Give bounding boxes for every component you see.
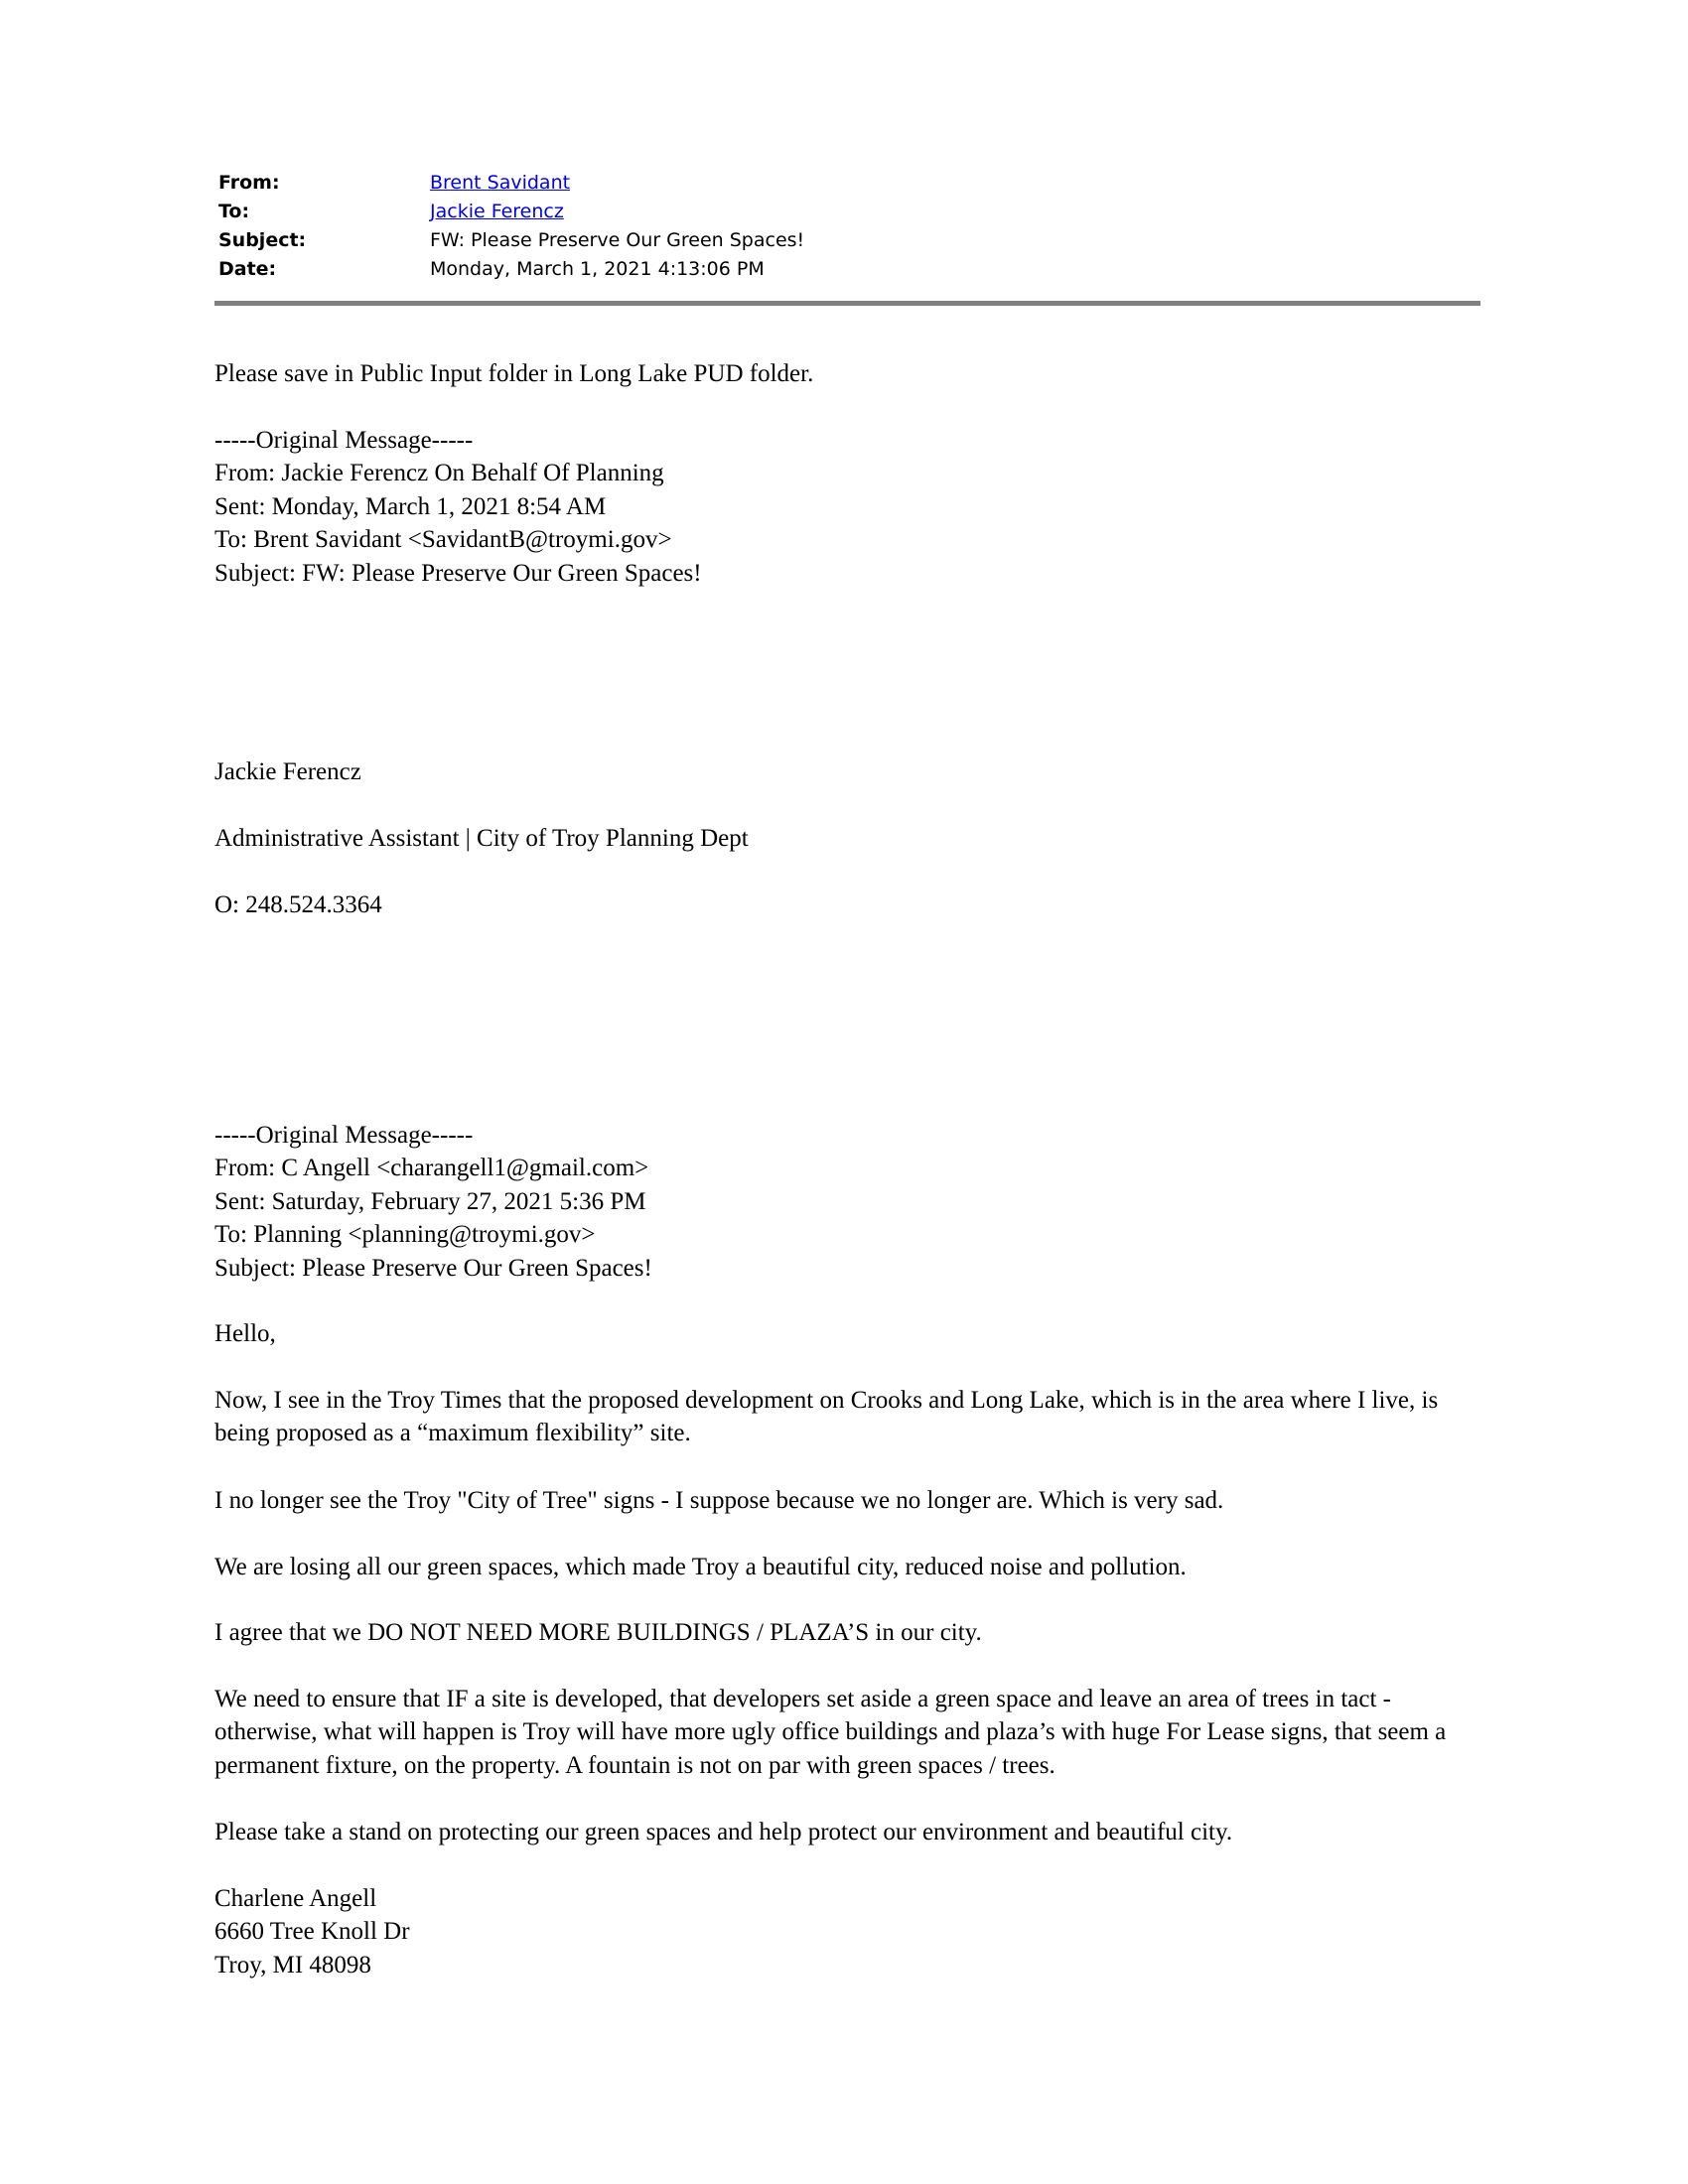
- closing-city: Troy, MI 48098: [214, 1951, 371, 1979]
- to-link[interactable]: Jackie Ferencz: [430, 201, 564, 222]
- closing-street: 6660 Tree Knoll Dr: [214, 1918, 410, 1946]
- email-header: [218, 169, 1479, 284]
- paragraph-5: We need to ensure that IF a site is developed, that developers set aside a green space and leave an area of trees in tact - otherwise, what will happen is Troy will have more ugly office buildings and plaza’s with huge For Lease signs, that seem a permanent fixture, on the property. A fountain is not on par with green spaces / trees.: [214, 1686, 1447, 1779]
- original-to: To: Planning <planning@troymi.gov>: [214, 1221, 596, 1249]
- from-link[interactable]: Brent Savidant: [430, 172, 571, 194]
- paragraph-1: Now, I see in the Troy Times that the proposed development on Crooks and Long Lake, which is in the area where I live, is being proposed as a “maximum flexibility” site.: [214, 1387, 1439, 1447]
- original-message-2: [214, 1119, 1485, 1285]
- header-divider: [214, 301, 1480, 306]
- header-date-row: [218, 255, 1479, 284]
- original-sent: Sent: Saturday, February 27, 2021 5:36 PM: [214, 1187, 646, 1215]
- original-message-marker: -----Original Message-----: [214, 1122, 474, 1149]
- signature-name: Jackie Ferencz: [214, 758, 361, 785]
- paragraph-3: We are losing all our green spaces, which made Troy a beautiful city, reduced noise and pollution.: [214, 1554, 1187, 1580]
- closing-block: [214, 1882, 1485, 1981]
- header-subject-row: [218, 226, 1479, 255]
- original-subject: Subject: FW: Please Preserve Our Green Spaces!: [214, 559, 702, 587]
- original-sent: Sent: Monday, March 1, 2021 8:54 AM: [214, 492, 607, 520]
- original-to: To: Brent Savidant <SavidantB@troymi.gov>: [214, 526, 672, 554]
- original-from: From: Jackie Ferencz On Behalf Of Planning: [214, 460, 664, 487]
- intro-line: Please save in Public Input folder in Long Lake PUD folder.: [214, 360, 814, 387]
- original-message-marker: -----Original Message-----: [214, 427, 474, 454]
- original-from: From: C Angell <charangell1@gmail.com>: [214, 1155, 649, 1182]
- subject-value: FW: Please Preserve Our Green Spaces!: [430, 229, 805, 251]
- greeting: Hello,: [214, 1320, 276, 1347]
- original-message-1: [214, 424, 1485, 590]
- signature-phone: O: 248.524.3364: [214, 891, 382, 918]
- closing-name: Charlene Angell: [214, 1885, 377, 1912]
- subject-label: Subject:: [218, 229, 307, 251]
- paragraph-4: I agree that we DO NOT NEED MORE BUILDINGS / PLAZA’S in our city.: [214, 1619, 982, 1646]
- original-subject: Subject: Please Preserve Our Green Spaces!: [214, 1254, 652, 1282]
- date-label: Date:: [218, 258, 277, 280]
- date-value: Monday, March 1, 2021 4:13:06 PM: [430, 258, 765, 280]
- to-label: To:: [218, 201, 250, 222]
- signature-title: Administrative Assistant | City of Troy Planning Dept: [214, 825, 749, 852]
- paragraph-2: I no longer see the Troy "City of Tree" signs - I suppose because we no longer are. Which is very sad.: [214, 1487, 1224, 1514]
- from-label: From:: [218, 172, 280, 194]
- header-from-row: [218, 169, 1479, 198]
- header-to-row: [218, 198, 1479, 226]
- paragraph-6: Please take a stand on protecting our green spaces and help protect our environment and beautiful city.: [214, 1819, 1233, 1845]
